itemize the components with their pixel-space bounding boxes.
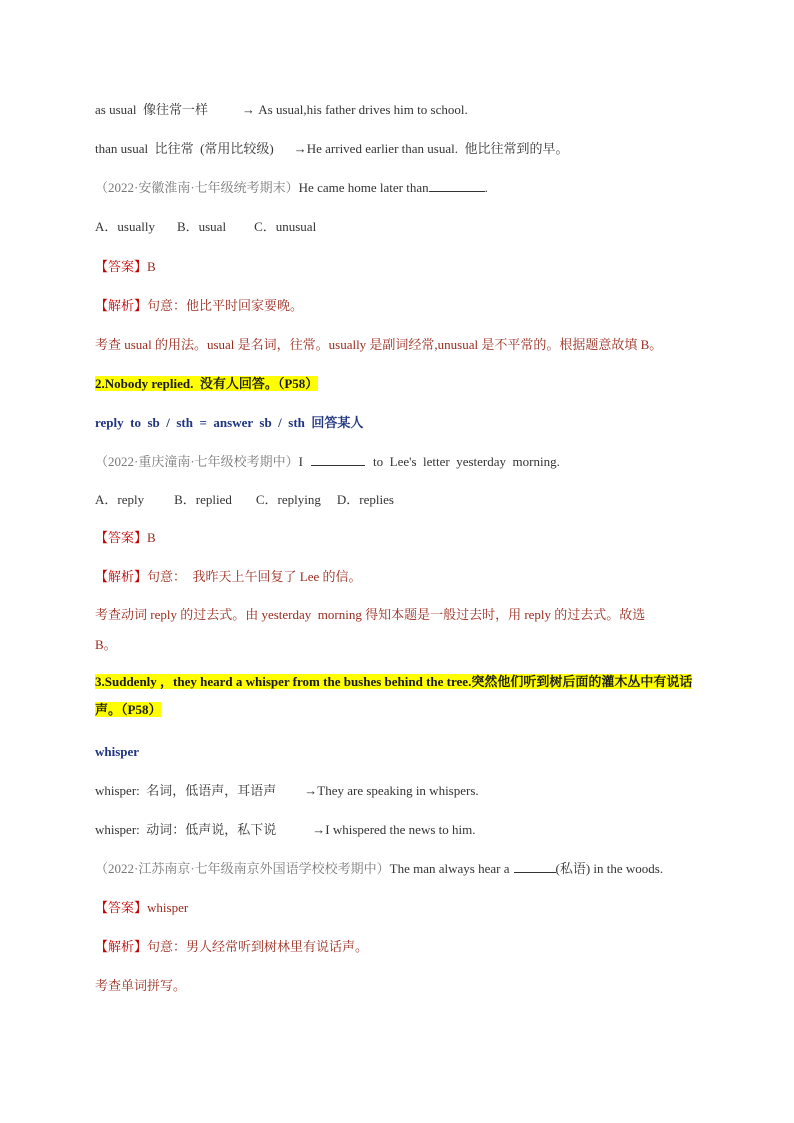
whisper-word: whisper bbox=[95, 744, 140, 759]
analysis-label: 【解析】 bbox=[95, 939, 148, 954]
usual-answer bbox=[95, 257, 156, 277]
whisper-answer-value: whisper bbox=[147, 900, 189, 915]
usual-analysis bbox=[95, 296, 303, 316]
than-usual-example: →He arrived earlier than usual. 他比往常到的早。 bbox=[293, 141, 569, 156]
whisper-noun-line bbox=[95, 781, 479, 801]
as-usual-phrase: as usual 像往常一样 bbox=[95, 102, 209, 117]
whisper-question-end: (私语) in the woods. bbox=[555, 861, 664, 876]
whisper-answer-blank bbox=[514, 860, 556, 873]
usual-option-b: B．usual bbox=[176, 219, 227, 234]
reply-analysis-detail-2: B。 bbox=[95, 637, 117, 652]
whisper-verb-line bbox=[95, 820, 475, 840]
reply-option-a: A．reply bbox=[95, 492, 145, 507]
usual-option-c: C．unusual bbox=[254, 219, 317, 234]
whisper-analysis-meaning: 句意：男人经常听到树林里有说话声。 bbox=[147, 939, 369, 954]
reply-options bbox=[95, 490, 394, 510]
than-usual-phrase: than usual 比往常 (常用比较级) bbox=[95, 141, 274, 156]
reply-analysis-meaning: 句意： 我昨天上午回复了 Lee 的信。 bbox=[147, 569, 362, 584]
whisper-noun-example: →They are speaking in whispers. bbox=[304, 783, 479, 798]
usual-question bbox=[95, 178, 488, 198]
usual-options bbox=[95, 217, 316, 237]
whisper-heading-line bbox=[95, 668, 705, 724]
whisper-answer bbox=[95, 898, 188, 918]
reply-heading-line bbox=[95, 374, 318, 394]
whisper-analysis bbox=[95, 937, 368, 957]
reply-rule: reply to sb / sth = answer sb / sth 回答某人 bbox=[95, 415, 364, 430]
usual-answer-value: B bbox=[147, 259, 156, 274]
whisper-question bbox=[95, 859, 663, 879]
reply-question-pre: I bbox=[298, 454, 304, 469]
answer-label: 【答案】 bbox=[95, 530, 148, 545]
reply-option-c: C．replying bbox=[255, 492, 321, 507]
whisper-question-text: The man always hear a bbox=[389, 861, 510, 876]
usual-question-end: . bbox=[484, 180, 488, 195]
reply-option-b: B．replied bbox=[174, 492, 232, 507]
whisper-heading: 3.Suddenly ，they heard a whisper from the bushes behind the tree.突然他们听到树后面的灌木丛中有说话声。（P58） bbox=[95, 674, 693, 717]
reply-question bbox=[95, 452, 560, 472]
answer-label: 【答案】 bbox=[95, 259, 148, 274]
whisper-noun-def: whisper: 名词，低语声，耳语声 bbox=[95, 783, 277, 798]
answer-label: 【答案】 bbox=[95, 900, 148, 915]
reply-analysis-detail-1: 考查动词 reply 的过去式。由 yesterday morning 得知本题是一般过去时，用 reply 的过去式。故选 bbox=[95, 607, 646, 622]
usual-question-source: （2022·安徽淮南·七年级统考期末） bbox=[95, 180, 299, 195]
reply-question-post: to Lee's letter yesterday morning. bbox=[373, 454, 560, 469]
analysis-label: 【解析】 bbox=[95, 569, 148, 584]
reply-answer-value: B bbox=[147, 530, 156, 545]
analysis-label: 【解析】 bbox=[95, 298, 148, 313]
reply-analysis bbox=[95, 567, 362, 587]
usual-question-text: He came home later than bbox=[298, 180, 429, 195]
whisper-analysis-detail: 考查单词拼写。 bbox=[95, 978, 187, 993]
whisper-verb-def: whisper: 动词：低声说，私下说 bbox=[95, 822, 277, 837]
whisper-question-source: （2022·江苏南京·七年级南京外国语学校校考期中） bbox=[95, 861, 390, 876]
usual-answer-blank bbox=[429, 179, 485, 192]
usual-analysis-detail: 考查 usual 的用法。usual 是名词，往常。usually 是副词经常,unusual 是不平常的。根据题意故填 B。 bbox=[95, 337, 663, 352]
usual-option-a: A．usually bbox=[95, 219, 155, 234]
than-usual-line bbox=[95, 139, 568, 159]
reply-answer-blank bbox=[311, 453, 365, 466]
reply-heading: 2.Nobody replied. 没有人回答。（P58） bbox=[95, 376, 319, 391]
whisper-verb-example: →I whispered the news to him. bbox=[312, 822, 476, 837]
usual-analysis-meaning: 句意：他比平时回家要晚。 bbox=[147, 298, 304, 313]
as-usual-example: → As usual,his father drives him to school. bbox=[242, 102, 468, 117]
reply-answer bbox=[95, 528, 156, 548]
reply-option-d: D．replies bbox=[336, 492, 394, 507]
reply-question-source: （2022·重庆潼南·七年级校考期中） bbox=[95, 454, 299, 469]
usual-phrase-line bbox=[95, 100, 468, 120]
